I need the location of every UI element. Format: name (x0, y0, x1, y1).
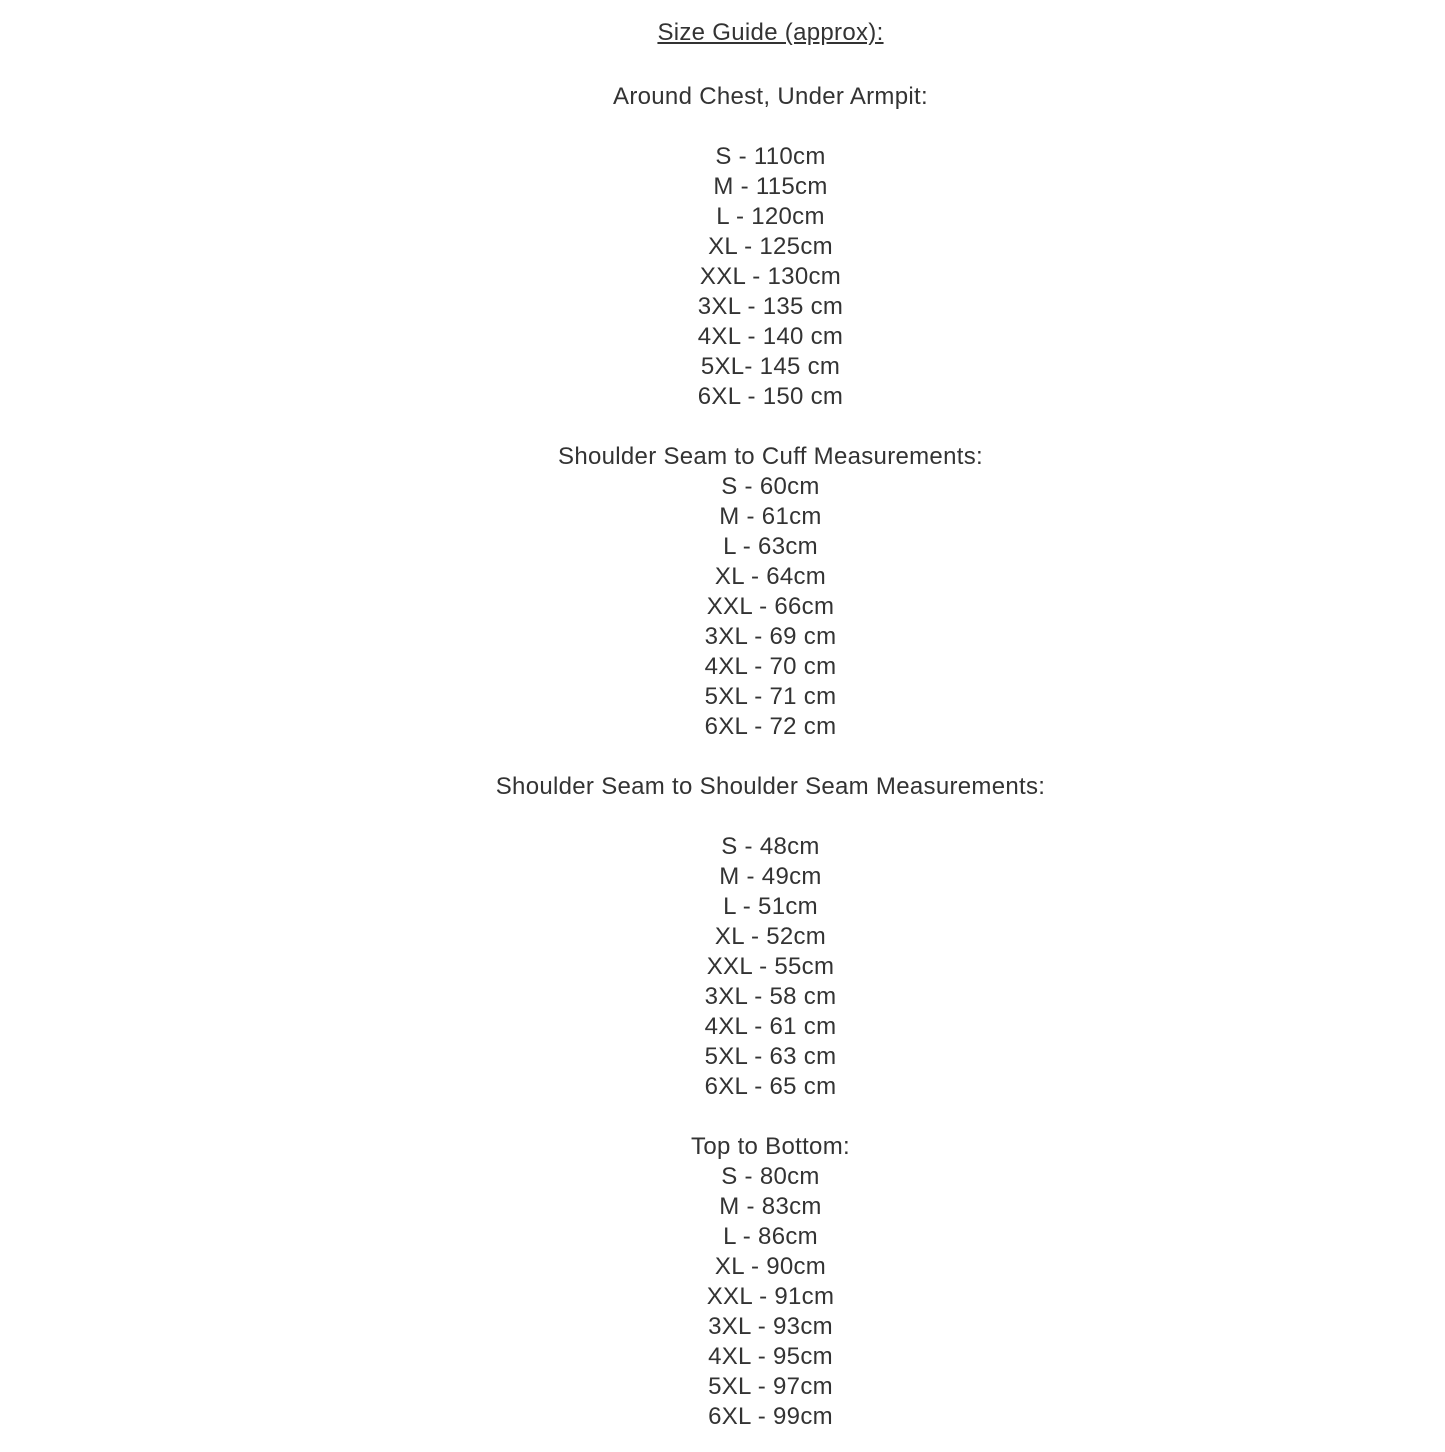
size-line: 6XL - 65 cm (704, 1073, 837, 1100)
size-line: S - 80cm (721, 1163, 820, 1190)
size-line: 5XL - 71 cm (704, 683, 837, 710)
size-section (96, 772, 1445, 1102)
section-items (96, 1162, 1445, 1432)
size-line: XXL - 91cm (706, 1283, 835, 1310)
size-line: S - 110cm (715, 143, 826, 170)
size-line: L - 86cm (723, 1223, 818, 1250)
size-line: XL - 64cm (714, 563, 827, 590)
size-line: 5XL - 63 cm (704, 1043, 837, 1070)
size-section (96, 82, 1445, 412)
size-line: XL - 125cm (708, 233, 833, 260)
size-section (96, 1132, 1445, 1432)
section-items (96, 832, 1445, 1102)
size-line: S - 48cm (721, 833, 820, 860)
size-line: 3XL - 58 cm (704, 983, 837, 1010)
size-line: M - 61cm (719, 503, 822, 530)
size-line: XXL - 66cm (706, 593, 835, 620)
size-line: 5XL- 145 cm (700, 353, 841, 380)
section-heading: Top to Bottom: (691, 1133, 850, 1160)
size-line: L - 63cm (723, 533, 818, 560)
size-line: XXL - 130cm (699, 263, 842, 290)
size-line: M - 49cm (719, 863, 822, 890)
size-section (96, 442, 1445, 742)
size-line: 5XL - 97cm (708, 1373, 833, 1400)
size-line: 3XL - 135 cm (697, 293, 844, 320)
section-heading: Shoulder Seam to Shoulder Seam Measurements: (495, 773, 1046, 800)
size-line: 3XL - 93cm (708, 1313, 833, 1340)
size-line: XL - 90cm (714, 1253, 827, 1280)
section-heading: Shoulder Seam to Cuff Measurements: (558, 443, 983, 470)
size-line: 4XL - 95cm (708, 1343, 833, 1370)
size-line: L - 120cm (716, 203, 825, 230)
size-line: 4XL - 61 cm (704, 1013, 837, 1040)
size-line: XL - 52cm (714, 923, 827, 950)
size-line: 6XL - 72 cm (704, 713, 837, 740)
size-line: M - 115cm (713, 173, 828, 200)
section-items (96, 142, 1445, 412)
size-line: 6XL - 150 cm (697, 383, 844, 410)
page-title: Size Guide (approx): (657, 19, 884, 46)
size-line: 3XL - 69 cm (704, 623, 837, 650)
section-heading: Around Chest, Under Armpit: (613, 83, 928, 110)
size-line: S - 60cm (721, 473, 820, 500)
size-line: 4XL - 70 cm (704, 653, 837, 680)
size-line: M - 83cm (719, 1193, 822, 1220)
size-line: L - 51cm (723, 893, 818, 920)
size-line: 4XL - 140 cm (697, 323, 844, 350)
section-items (96, 472, 1445, 742)
sections (96, 82, 1445, 1432)
size-line: 6XL - 99cm (708, 1403, 833, 1430)
size-line: XXL - 55cm (706, 953, 835, 980)
